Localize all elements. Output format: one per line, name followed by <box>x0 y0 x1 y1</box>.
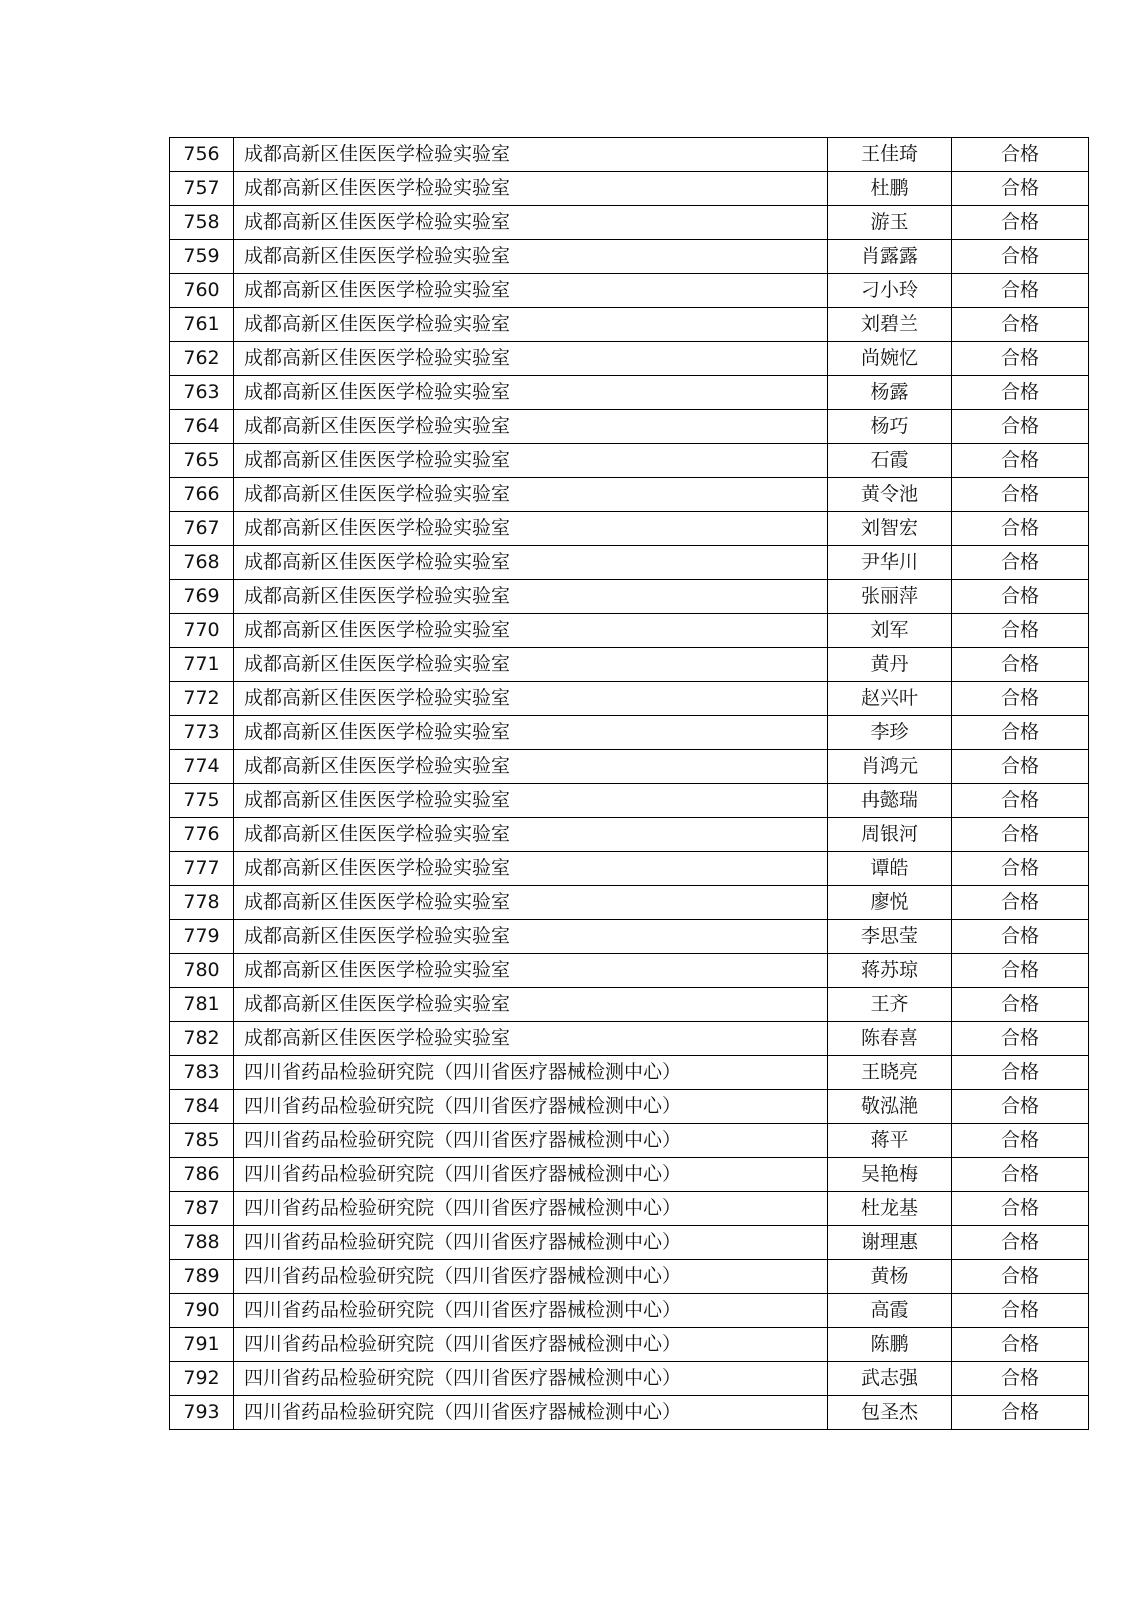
result-cell: 合格 <box>952 1022 1089 1056</box>
organization-cell: 四川省药品检验研究院（四川省医疗器械检测中心） <box>234 1192 828 1226</box>
result-cell: 合格 <box>952 954 1089 988</box>
table-row <box>170 376 1089 410</box>
person-name-cell: 陈春喜 <box>828 1022 952 1056</box>
result-cell: 合格 <box>952 648 1089 682</box>
person-name-cell: 谭皓 <box>828 852 952 886</box>
person-name-cell: 廖悦 <box>828 886 952 920</box>
person-name-cell: 李思莹 <box>828 920 952 954</box>
organization-cell: 成都高新区佳医医学检验实验室 <box>234 274 828 308</box>
organization-cell: 成都高新区佳医医学检验实验室 <box>234 308 828 342</box>
table-row <box>170 1192 1089 1226</box>
person-name-cell: 冉懿瑞 <box>828 784 952 818</box>
organization-cell: 成都高新区佳医医学检验实验室 <box>234 750 828 784</box>
result-cell: 合格 <box>952 342 1089 376</box>
table-row <box>170 954 1089 988</box>
person-name-cell: 刁小玲 <box>828 274 952 308</box>
result-cell: 合格 <box>952 546 1089 580</box>
row-number-cell: 758 <box>170 206 234 240</box>
person-name-cell: 黄令池 <box>828 478 952 512</box>
organization-cell: 成都高新区佳医医学检验实验室 <box>234 376 828 410</box>
row-number-cell: 778 <box>170 886 234 920</box>
organization-cell: 成都高新区佳医医学检验实验室 <box>234 410 828 444</box>
row-number-cell: 779 <box>170 920 234 954</box>
person-name-cell: 蒋苏琼 <box>828 954 952 988</box>
table-row <box>170 988 1089 1022</box>
result-cell: 合格 <box>952 308 1089 342</box>
table-row <box>170 920 1089 954</box>
result-cell: 合格 <box>952 1328 1089 1362</box>
person-name-cell: 包圣杰 <box>828 1396 952 1430</box>
row-number-cell: 761 <box>170 308 234 342</box>
person-name-cell: 黄丹 <box>828 648 952 682</box>
person-name-cell: 游玉 <box>828 206 952 240</box>
table-row <box>170 240 1089 274</box>
person-name-cell: 尹华川 <box>828 546 952 580</box>
row-number-cell: 756 <box>170 138 234 172</box>
organization-cell: 四川省药品检验研究院（四川省医疗器械检测中心） <box>234 1260 828 1294</box>
result-cell: 合格 <box>952 886 1089 920</box>
result-cell: 合格 <box>952 1396 1089 1430</box>
result-cell: 合格 <box>952 1260 1089 1294</box>
result-cell: 合格 <box>952 682 1089 716</box>
table-row <box>170 1158 1089 1192</box>
row-number-cell: 760 <box>170 274 234 308</box>
person-name-cell: 杜龙基 <box>828 1192 952 1226</box>
table-row <box>170 1396 1089 1430</box>
person-name-cell: 张丽萍 <box>828 580 952 614</box>
row-number-cell: 764 <box>170 410 234 444</box>
table-row <box>170 1328 1089 1362</box>
row-number-cell: 781 <box>170 988 234 1022</box>
result-cell: 合格 <box>952 206 1089 240</box>
table-row <box>170 546 1089 580</box>
table-row <box>170 1124 1089 1158</box>
row-number-cell: 767 <box>170 512 234 546</box>
organization-cell: 成都高新区佳医医学检验实验室 <box>234 988 828 1022</box>
table-row <box>170 274 1089 308</box>
result-table <box>169 137 1089 1430</box>
row-number-cell: 762 <box>170 342 234 376</box>
organization-cell: 成都高新区佳医医学检验实验室 <box>234 580 828 614</box>
result-cell: 合格 <box>952 172 1089 206</box>
result-cell: 合格 <box>952 1056 1089 1090</box>
row-number-cell: 780 <box>170 954 234 988</box>
row-number-cell: 763 <box>170 376 234 410</box>
row-number-cell: 791 <box>170 1328 234 1362</box>
organization-cell: 成都高新区佳医医学检验实验室 <box>234 716 828 750</box>
organization-cell: 四川省药品检验研究院（四川省医疗器械检测中心） <box>234 1328 828 1362</box>
organization-cell: 四川省药品检验研究院（四川省医疗器械检测中心） <box>234 1056 828 1090</box>
organization-cell: 成都高新区佳医医学检验实验室 <box>234 342 828 376</box>
person-name-cell: 高霞 <box>828 1294 952 1328</box>
person-name-cell: 武志强 <box>828 1362 952 1396</box>
person-name-cell: 杜鹏 <box>828 172 952 206</box>
organization-cell: 成都高新区佳医医学检验实验室 <box>234 478 828 512</box>
result-cell: 合格 <box>952 1294 1089 1328</box>
table-row <box>170 818 1089 852</box>
row-number-cell: 783 <box>170 1056 234 1090</box>
person-name-cell: 王佳琦 <box>828 138 952 172</box>
result-cell: 合格 <box>952 512 1089 546</box>
row-number-cell: 766 <box>170 478 234 512</box>
organization-cell: 成都高新区佳医医学检验实验室 <box>234 1022 828 1056</box>
result-cell: 合格 <box>952 716 1089 750</box>
table-row <box>170 1022 1089 1056</box>
person-name-cell: 刘军 <box>828 614 952 648</box>
result-cell: 合格 <box>952 478 1089 512</box>
organization-cell: 四川省药品检验研究院（四川省医疗器械检测中心） <box>234 1124 828 1158</box>
table-row <box>170 1362 1089 1396</box>
table-row <box>170 1090 1089 1124</box>
table-row <box>170 614 1089 648</box>
person-name-cell: 杨巧 <box>828 410 952 444</box>
row-number-cell: 770 <box>170 614 234 648</box>
table-row <box>170 1226 1089 1260</box>
person-name-cell: 肖鸿元 <box>828 750 952 784</box>
table-row <box>170 1294 1089 1328</box>
organization-cell: 成都高新区佳医医学检验实验室 <box>234 546 828 580</box>
table-row <box>170 648 1089 682</box>
result-cell: 合格 <box>952 818 1089 852</box>
table-row <box>170 716 1089 750</box>
person-name-cell: 石霞 <box>828 444 952 478</box>
row-number-cell: 771 <box>170 648 234 682</box>
person-name-cell: 谢理惠 <box>828 1226 952 1260</box>
organization-cell: 四川省药品检验研究院（四川省医疗器械检测中心） <box>234 1158 828 1192</box>
result-cell: 合格 <box>952 376 1089 410</box>
row-number-cell: 759 <box>170 240 234 274</box>
organization-cell: 成都高新区佳医医学检验实验室 <box>234 648 828 682</box>
row-number-cell: 777 <box>170 852 234 886</box>
table-row <box>170 682 1089 716</box>
row-number-cell: 788 <box>170 1226 234 1260</box>
result-cell: 合格 <box>952 1124 1089 1158</box>
result-cell: 合格 <box>952 274 1089 308</box>
person-name-cell: 黄杨 <box>828 1260 952 1294</box>
result-cell: 合格 <box>952 784 1089 818</box>
table-row <box>170 172 1089 206</box>
table-row <box>170 308 1089 342</box>
row-number-cell: 757 <box>170 172 234 206</box>
person-name-cell: 王齐 <box>828 988 952 1022</box>
organization-cell: 成都高新区佳医医学检验实验室 <box>234 886 828 920</box>
organization-cell: 成都高新区佳医医学检验实验室 <box>234 512 828 546</box>
row-number-cell: 786 <box>170 1158 234 1192</box>
table-row <box>170 784 1089 818</box>
person-name-cell: 蒋平 <box>828 1124 952 1158</box>
row-number-cell: 782 <box>170 1022 234 1056</box>
table-row <box>170 852 1089 886</box>
result-cell: 合格 <box>952 920 1089 954</box>
table-row <box>170 478 1089 512</box>
organization-cell: 四川省药品检验研究院（四川省医疗器械检测中心） <box>234 1362 828 1396</box>
table-row <box>170 342 1089 376</box>
result-cell: 合格 <box>952 138 1089 172</box>
person-name-cell: 尚婉忆 <box>828 342 952 376</box>
row-number-cell: 792 <box>170 1362 234 1396</box>
row-number-cell: 784 <box>170 1090 234 1124</box>
result-cell: 合格 <box>952 580 1089 614</box>
result-cell: 合格 <box>952 1362 1089 1396</box>
result-cell: 合格 <box>952 750 1089 784</box>
row-number-cell: 769 <box>170 580 234 614</box>
row-number-cell: 787 <box>170 1192 234 1226</box>
row-number-cell: 790 <box>170 1294 234 1328</box>
person-name-cell: 刘碧兰 <box>828 308 952 342</box>
person-name-cell: 刘智宏 <box>828 512 952 546</box>
person-name-cell: 吴艳梅 <box>828 1158 952 1192</box>
organization-cell: 四川省药品检验研究院（四川省医疗器械检测中心） <box>234 1226 828 1260</box>
person-name-cell: 周银河 <box>828 818 952 852</box>
organization-cell: 成都高新区佳医医学检验实验室 <box>234 954 828 988</box>
table-row <box>170 444 1089 478</box>
person-name-cell: 敬泓滟 <box>828 1090 952 1124</box>
table-row <box>170 886 1089 920</box>
row-number-cell: 773 <box>170 716 234 750</box>
table-row <box>170 1260 1089 1294</box>
row-number-cell: 775 <box>170 784 234 818</box>
table-row <box>170 512 1089 546</box>
result-cell: 合格 <box>952 1090 1089 1124</box>
result-cell: 合格 <box>952 852 1089 886</box>
organization-cell: 成都高新区佳医医学检验实验室 <box>234 172 828 206</box>
table-body <box>170 138 1089 1430</box>
row-number-cell: 789 <box>170 1260 234 1294</box>
person-name-cell: 陈鹏 <box>828 1328 952 1362</box>
result-cell: 合格 <box>952 444 1089 478</box>
result-cell: 合格 <box>952 240 1089 274</box>
organization-cell: 成都高新区佳医医学检验实验室 <box>234 444 828 478</box>
table-row <box>170 1056 1089 1090</box>
organization-cell: 四川省药品检验研究院（四川省医疗器械检测中心） <box>234 1090 828 1124</box>
row-number-cell: 774 <box>170 750 234 784</box>
table-row <box>170 206 1089 240</box>
organization-cell: 成都高新区佳医医学检验实验室 <box>234 682 828 716</box>
organization-cell: 成都高新区佳医医学检验实验室 <box>234 852 828 886</box>
result-cell: 合格 <box>952 614 1089 648</box>
result-cell: 合格 <box>952 988 1089 1022</box>
result-cell: 合格 <box>952 410 1089 444</box>
row-number-cell: 768 <box>170 546 234 580</box>
table-row <box>170 750 1089 784</box>
organization-cell: 成都高新区佳医医学检验实验室 <box>234 818 828 852</box>
row-number-cell: 785 <box>170 1124 234 1158</box>
row-number-cell: 793 <box>170 1396 234 1430</box>
person-name-cell: 杨露 <box>828 376 952 410</box>
table-row <box>170 138 1089 172</box>
result-cell: 合格 <box>952 1158 1089 1192</box>
row-number-cell: 765 <box>170 444 234 478</box>
result-cell: 合格 <box>952 1226 1089 1260</box>
organization-cell: 成都高新区佳医医学检验实验室 <box>234 784 828 818</box>
row-number-cell: 772 <box>170 682 234 716</box>
result-cell: 合格 <box>952 1192 1089 1226</box>
organization-cell: 成都高新区佳医医学检验实验室 <box>234 206 828 240</box>
person-name-cell: 肖露露 <box>828 240 952 274</box>
person-name-cell: 王晓亮 <box>828 1056 952 1090</box>
organization-cell: 成都高新区佳医医学检验实验室 <box>234 614 828 648</box>
person-name-cell: 赵兴叶 <box>828 682 952 716</box>
organization-cell: 成都高新区佳医医学检验实验室 <box>234 240 828 274</box>
organization-cell: 四川省药品检验研究院（四川省医疗器械检测中心） <box>234 1294 828 1328</box>
organization-cell: 成都高新区佳医医学检验实验室 <box>234 138 828 172</box>
row-number-cell: 776 <box>170 818 234 852</box>
table-row <box>170 410 1089 444</box>
person-name-cell: 李珍 <box>828 716 952 750</box>
organization-cell: 四川省药品检验研究院（四川省医疗器械检测中心） <box>234 1396 828 1430</box>
organization-cell: 成都高新区佳医医学检验实验室 <box>234 920 828 954</box>
table-row <box>170 580 1089 614</box>
